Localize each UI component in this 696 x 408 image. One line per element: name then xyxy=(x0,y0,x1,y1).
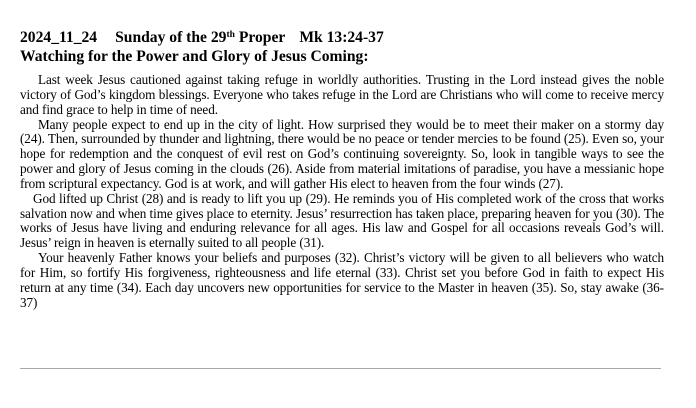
ordinal-suffix: th xyxy=(226,30,235,40)
date-label: 2024_11_24 xyxy=(20,29,98,46)
devotional-page xyxy=(20,28,664,311)
page-title: Watching for the Power and Glory of Jesus Coming: xyxy=(20,48,369,65)
paragraph: Last week Jesus cautioned against taking refuge in worldly authorities. Trusting in the Lord instead gives the noble victory of God’s kingdom blessings. Everyone who takes refuge in the Lord are Christians who will come to receive mercy and find grace to help in time of need. xyxy=(20,72,664,117)
occasion-prefix: Sunday of the 29 xyxy=(115,29,227,46)
paragraph: Many people expect to end up in the city of light. How surprised they would be to meet their maker on a stormy day (24). Then, surrounded by thunder and lightning, there would be no peace or tender mercies to be found (25). Even so, your hope for redemption and the conquest of evil rest on God’s continuing sovereignty. So, look in tangible ways to see the power and glory of Jesus coming in the clouds (26). Aside from material imitations of paradise, you have a messianic hope from scriptural expectancy. God is at work, and will gather His elect to heaven from the four winds (27). xyxy=(20,116,664,191)
header-line xyxy=(20,28,664,47)
scripture-reference: Mk 13:24-37 xyxy=(299,29,384,46)
body-text xyxy=(20,73,664,311)
occasion-label xyxy=(115,29,285,46)
occasion-suffix: Proper xyxy=(234,29,286,46)
paragraph: Your heavenly Father knows your beliefs and purposes (32). Christ’s victory will be given to all believers who watch for Him, so fortify His forgiveness, righteousness and life eternal (33). Christ set you before God in faith to expect His return at any time (34). Each day uncovers new opportunities for service to the Master in heaven (35). So, stay awake (36-37) xyxy=(20,250,664,310)
divider xyxy=(20,368,661,369)
paragraph: God lifted up Christ (28) and is ready to lift you up (29). He reminds you of His completed work of the cross that works salvation now and when time gives place to eternity. Jesus’ resurrection has taken place, preparing heaven for you (30). The works of Jesus have living and enduring relevance for all ages. His law and Gospel for all occasions reveals God’s will. Jesus’ reign in heaven is eternally suited to all people (31). xyxy=(20,190,664,251)
